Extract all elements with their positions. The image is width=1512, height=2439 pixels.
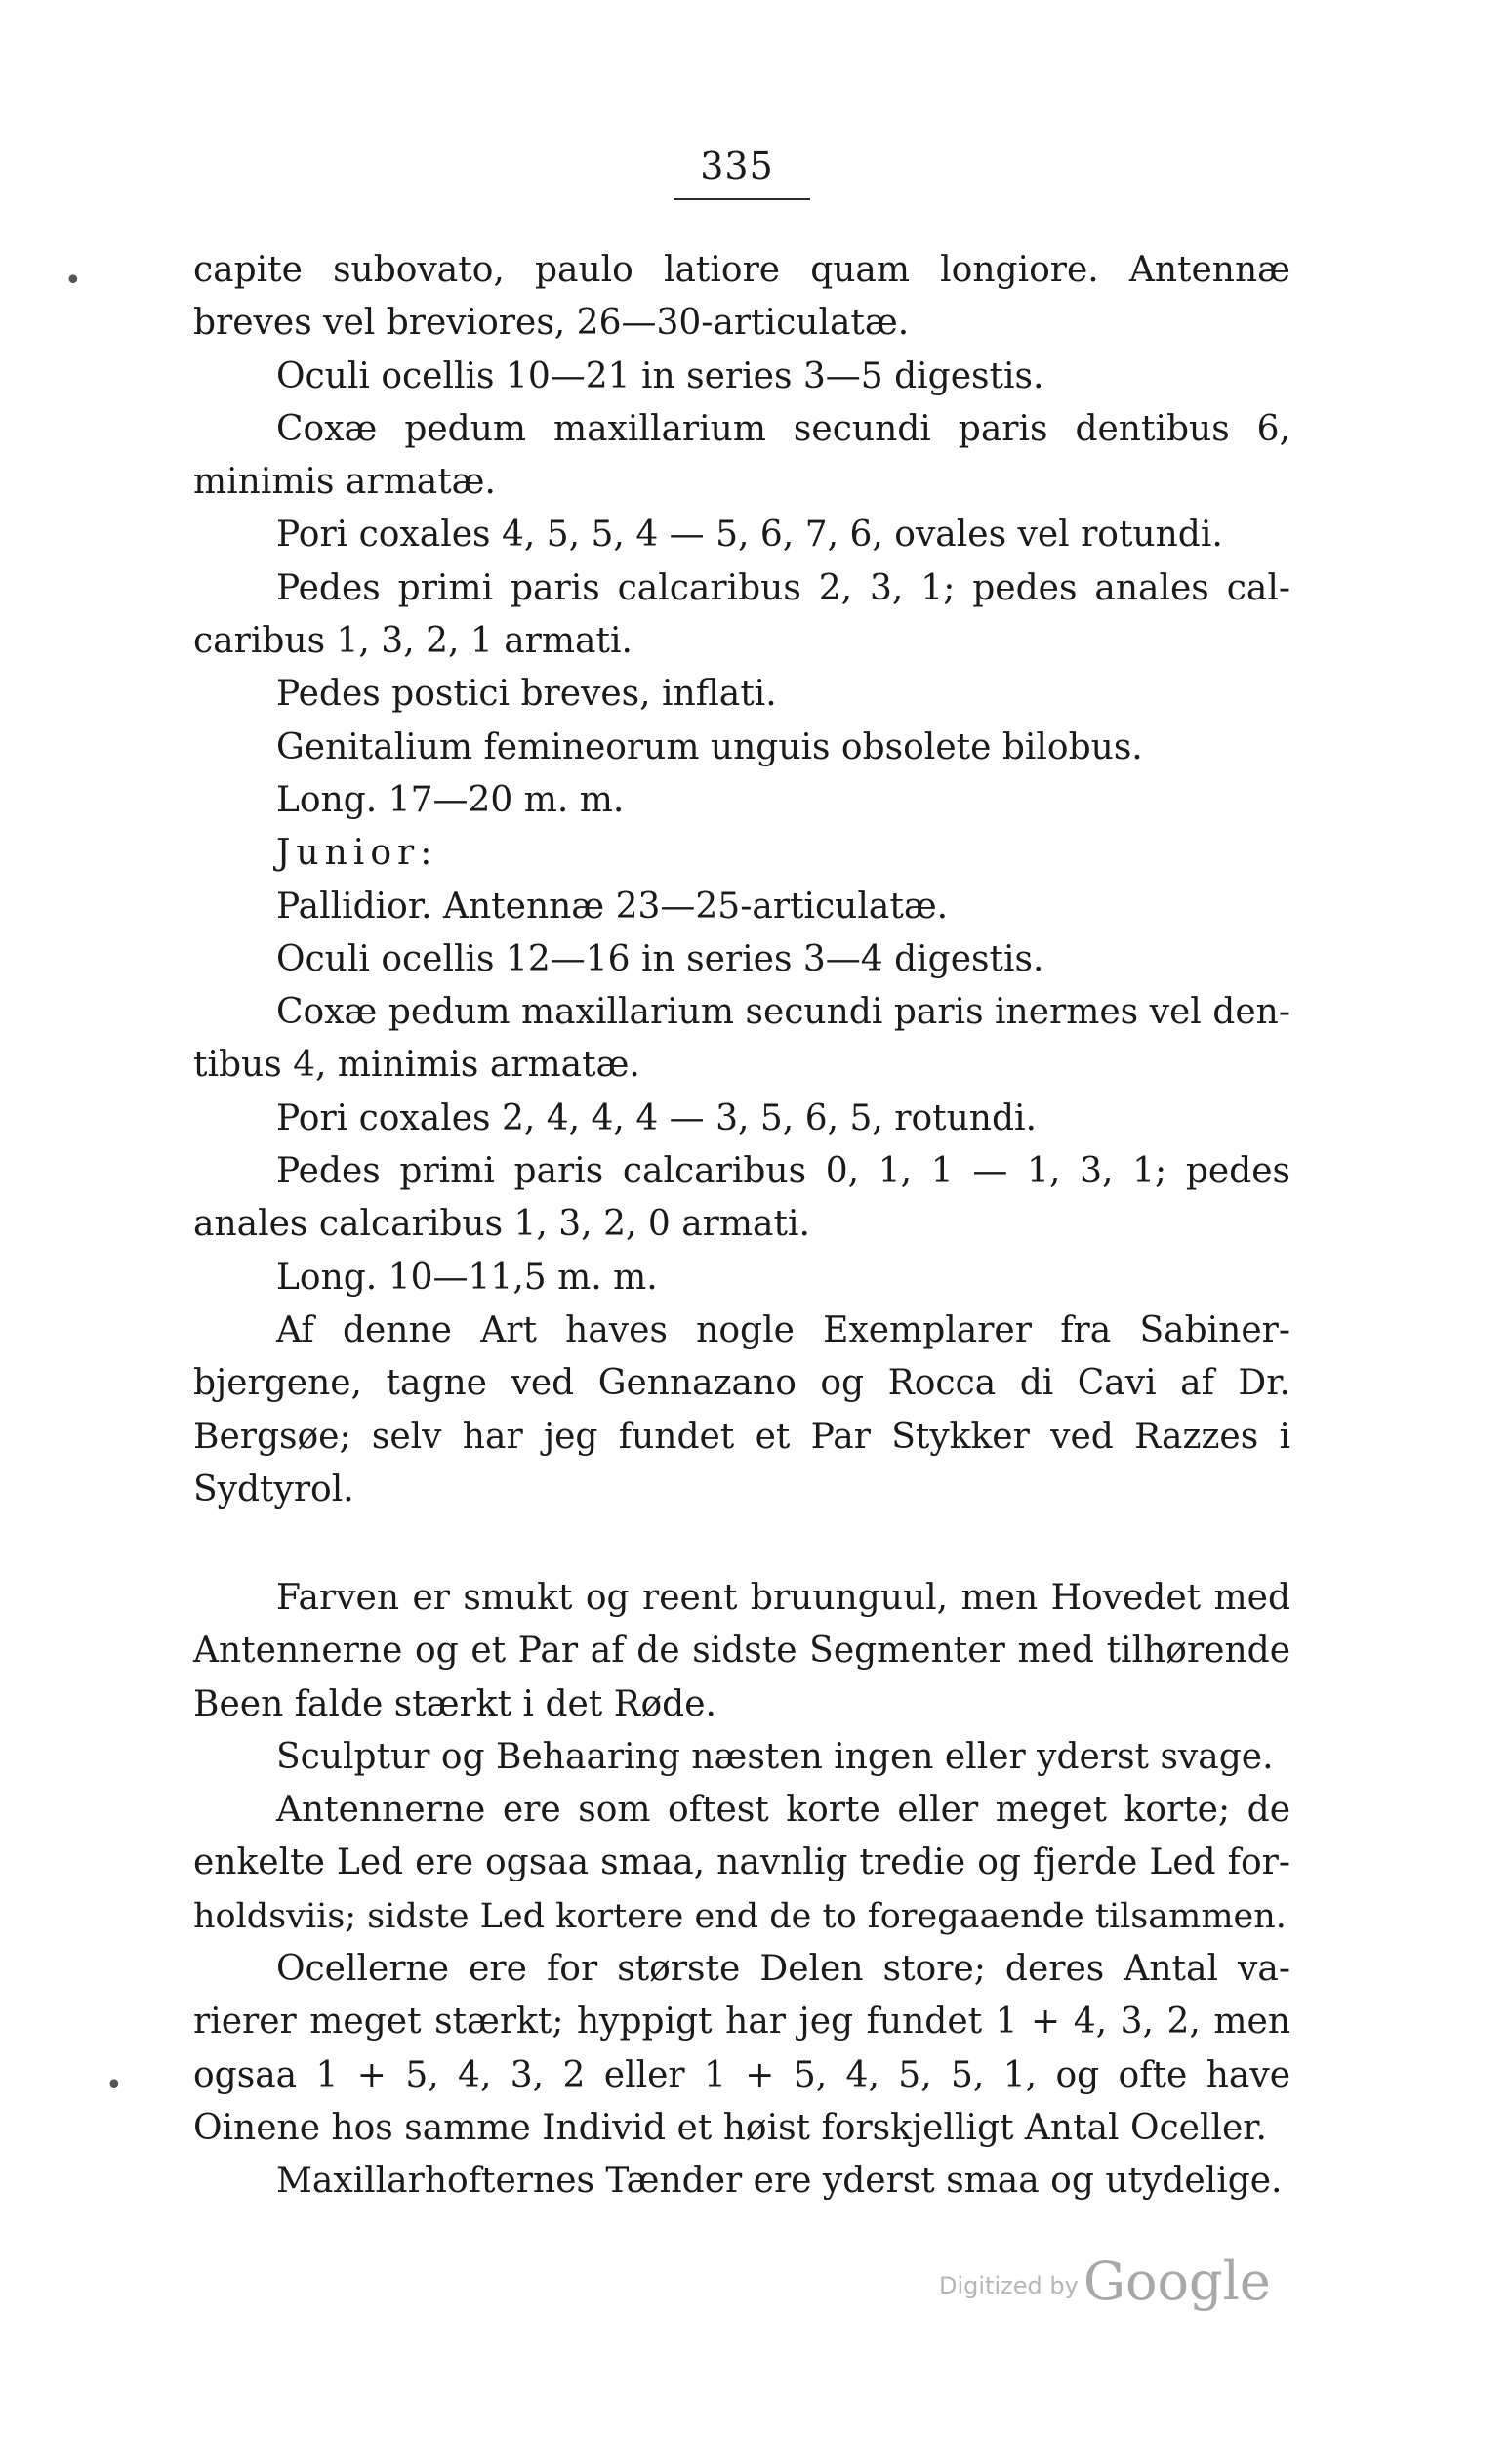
page-number: 335: [700, 145, 774, 187]
text-line: Pedes primi paris calcaribus 2, 3, 1; pedes anales cal-: [276, 567, 1290, 608]
text-line: Pedes postici breves, inflati.: [276, 674, 777, 715]
text-line: bjergene, tagne ved Gennazano og Rocca di Cavi af Dr.: [193, 1363, 1290, 1404]
text-line: Pori coxales 2, 4, 4, 4 — 3, 5, 6, 5, rotundi.: [276, 1097, 1037, 1138]
margin-speck: •: [105, 2068, 123, 2102]
digitized-by-google-watermark: [939, 2251, 1329, 2329]
google-logo-text: Google: [1083, 2251, 1271, 2312]
danish-description-block: [193, 1572, 1290, 2209]
text-line: Long. 17—20 m. m.: [276, 779, 625, 820]
page-number-rule: [674, 198, 810, 200]
text-line: Oculi ocellis 10—21 in series 3—5 digestis.: [276, 355, 1044, 396]
text-line: Antennerne og et Par af de sidste Segmenter med tilhørende: [193, 1631, 1290, 1672]
latin-description-block: [193, 244, 1290, 1516]
text-line: tibus 4, minimis armatæ.: [193, 1045, 640, 1086]
text-line: minimis armatæ.: [193, 462, 496, 503]
text-line: capite subovato, paulo latiore quam longiore. Antennæ: [193, 250, 1290, 290]
text-line: Pallidior. Antennæ 23—25-articulatæ.: [276, 886, 949, 927]
text-line: Pori coxales 4, 5, 5, 4 — 5, 6, 7, 6, ovales vel rotundi.: [276, 515, 1223, 556]
junior-heading: Junior:: [276, 833, 438, 874]
text-line: caribus 1, 3, 2, 1 armati.: [193, 621, 633, 662]
text-line: Ocellerne ere for største Delen store; deres Antal va-: [276, 1949, 1290, 1990]
text-line: rierer meget stærkt; hyppigt har jeg fundet 1 + 4, 3, 2, men: [193, 2002, 1290, 2043]
text-line: Long. 10—11,5 m. m.: [276, 1257, 658, 1298]
text-line: Antennerne ere som oftest korte eller meget korte; de: [276, 1790, 1290, 1831]
text-line: Farven er smukt og reent bruunguul, men Hovedet med: [276, 1578, 1290, 1618]
text-line: ogsaa 1 + 5, 4, 3, 2 eller 1 + 5, 4, 5, 5, 1, og ofte have: [193, 2054, 1290, 2095]
text-line: Maxillarhofternes Tænder ere yderst smaa og utydelige.: [276, 2161, 1283, 2202]
text-line: anales calcaribus 1, 3, 2, 0 armati.: [193, 1204, 810, 1245]
text-line: Been falde stærkt i det Røde.: [193, 1683, 716, 1724]
text-line: Coxæ pedum maxillarium secundi paris dentibus 6,: [276, 408, 1290, 449]
text-line: Sculptur og Behaaring næsten ingen eller yderst svage.: [276, 1736, 1274, 1777]
text-line: Bergsøe; selv har jeg fundet et Par Stykker ved Razzes i: [193, 1416, 1290, 1457]
text-line: breves vel breviores, 26—30-articulatæ.: [193, 303, 910, 344]
margin-speck: •: [64, 264, 82, 298]
text-line: holdsviis; sidste Led kortere end de to foregaaende tilsammen.: [193, 1896, 1287, 1936]
text-line: enkelte Led ere ogsaa smaa, navnlig tredie og fjerde Led for-: [193, 1842, 1290, 1883]
text-line: Coxæ pedum maxillarium secundi paris inermes vel den-: [276, 992, 1290, 1033]
text-line: Genitalium femineorum unguis obsolete bilobus.: [276, 726, 1143, 767]
text-line: Oinene hos samme Individ et høist forskjelligt Antal Oceller.: [193, 2107, 1268, 2148]
text-line: Pedes primi paris calcaribus 0, 1, 1 — 1, 3, 1; pedes: [276, 1151, 1290, 1192]
watermark-small-text: Digitized by: [939, 2272, 1079, 2299]
text-line: Sydtyrol.: [193, 1468, 354, 1509]
text-line: Af denne Art haves nogle Exemplarer fra Sabiner-: [276, 1309, 1290, 1350]
text-line: Oculi ocellis 12—16 in series 3—4 digestis.: [276, 938, 1044, 979]
